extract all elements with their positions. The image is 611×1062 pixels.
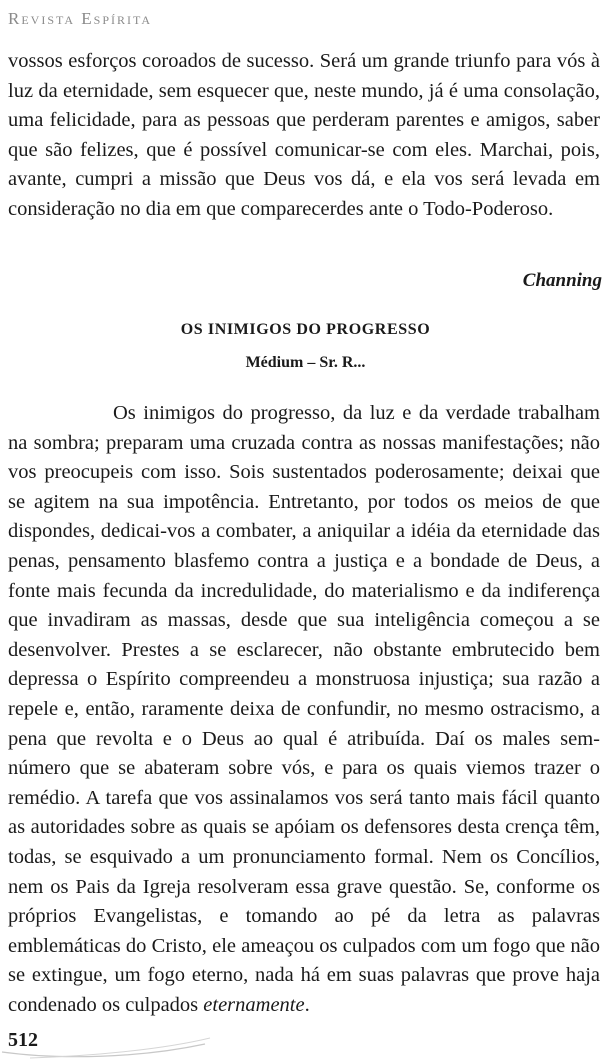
emphasis-word: eternamente	[203, 993, 305, 1016]
article-end-paragraph: vossos esforços coroados de sucesso. Será um grande triunfo para vós à luz da eternidade, sem esquecer que, neste mundo, já é uma consolação, uma felicidade, para as pessoas que perderam parentes e amigos, saber que são felizes, que é possível comunicar-se com eles. Marchai, pois, avante, cumpri a missão que Deus vos dá, e ela vos será levada em consideração no dia em que comparecerdes ante o Todo-Poderoso.	[8, 50, 600, 220]
section-paragraph	[8, 399, 600, 1020]
section-paragraph-text: Os inimigos do progresso, da luz e da verdade trabalham na sombra; preparam uma cruzada contra as nossas manifestações; não vos preocupeis com isso. Sois sustentados poderosamente; deixai que se agitem na sua impotência. Entretanto, por todos os meios de que dispondes, dedicai-vos a combater, a aniquilar a idéia da eternidade das penas, pensamento blasfemo contra a justiça e a bondade de Deus, a fonte mais fecunda da incredulidade, do materialismo e da indiferença que invadiram as massas, desde que sua inteligência começou a se desenvolver. Prestes a se esclarecer, não obstante embrutecido bem depressa o Espírito compreendeu a monstruosa injustiça; sua razão a repele e, então, raramente deixa de confundir, no mesmo ostracismo, a pena que revolta e o Deus ao qual é atribuída. Daí os males sem-número que se abateram sobre vós, e para os quais viemos trazer o remédio. A tarefa que vos assinalamos vos será tanto mais fácil quanto as autoridades sobre as quais se apóiam os defensores desta crença têm, todas, se esquivado a um pronunciamento formal. Nem os Concílios, nem os Pais da Igreja resolveram essa grave questão. Se, conforme os próprios Evangelistas, e tomando ao pé da letra as palavras emblemáticas do Cristo, ele ameaçou os culpados com um fogo que não se extingue, um fogo eterno, nada há em suas palavras que prove haja condenado os culpados	[8, 402, 600, 1016]
running-header: Revista Espírita	[8, 9, 153, 28]
footer-swash-ornament	[0, 1030, 260, 1060]
page-number: 512	[8, 1029, 38, 1051]
signature: Channing	[522, 270, 602, 291]
section-title: OS INIMIGOS DO PROGRESSO	[180, 321, 431, 338]
medium-attribution: Médium – Sr. R...	[245, 354, 366, 371]
paragraph-period: .	[304, 993, 310, 1016]
